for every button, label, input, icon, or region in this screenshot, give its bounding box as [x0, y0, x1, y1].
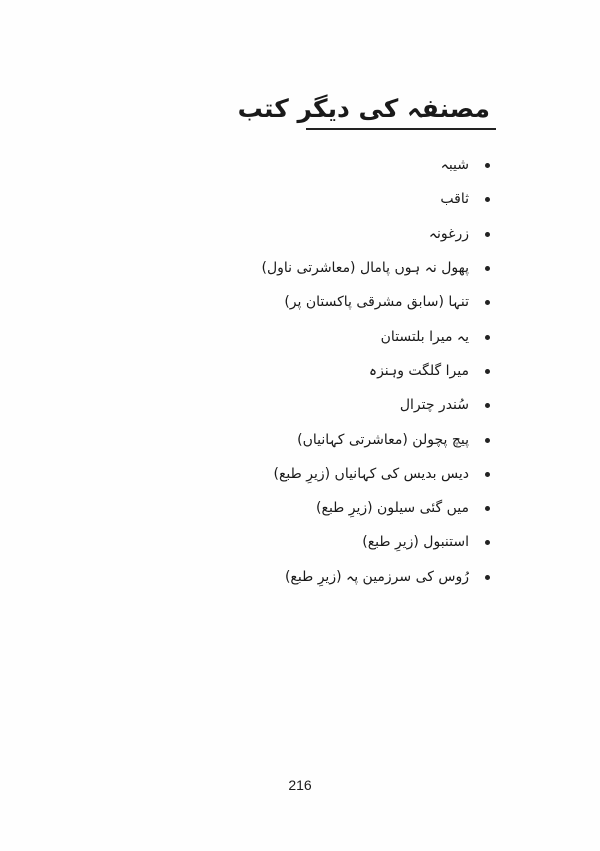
book-title: یہ میرا بلتستان: [380, 328, 469, 345]
bullet-icon: [485, 232, 490, 237]
book-title: تنہا (سابق مشرقی پاکستان پر): [284, 294, 469, 311]
book-title: ثاقب: [440, 191, 469, 208]
list-item: [250, 251, 496, 285]
book-list: [250, 148, 496, 594]
book-title: رُوس کی سرزمین پہ (زیرِ طبع): [284, 568, 469, 585]
bullet-icon: [485, 369, 490, 374]
book-title: میرا گلگت وہنزہ: [368, 362, 469, 379]
book-title: شیبہ: [440, 157, 469, 174]
list-item: [250, 457, 496, 491]
list-item: [250, 422, 496, 456]
book-title: استنبول (زیرِ طبع): [362, 534, 469, 551]
bullet-icon: [485, 163, 490, 168]
heading-underline: [306, 128, 496, 130]
list-item: [250, 285, 496, 319]
bullet-icon: [485, 575, 490, 580]
bullet-icon: [485, 335, 490, 340]
book-title: سُندر چترال: [399, 397, 469, 414]
bullet-icon: [485, 266, 490, 271]
book-title: میں گئی سیلون (زیرِ طبع): [316, 500, 469, 517]
bullet-icon: [485, 197, 490, 202]
list-item: [250, 388, 496, 422]
bullet-icon: [485, 540, 490, 545]
page-heading: مصنفہ کی دیگر کتب: [237, 94, 490, 123]
book-title: پیچ پچولن (معاشرتی کہانیاں): [297, 431, 469, 448]
list-item: [250, 148, 496, 182]
book-title: پھول نہ ہوں پامال (معاشرتی ناول): [261, 260, 469, 277]
bullet-icon: [485, 438, 490, 443]
bullet-icon: [485, 300, 490, 305]
book-title: دیس بدیس کی کہانیاں (زیرِ طبع): [273, 465, 469, 482]
list-item: [250, 182, 496, 216]
bullet-icon: [485, 506, 490, 511]
list-item: [250, 354, 496, 388]
list-item: [250, 560, 496, 594]
list-item: [250, 525, 496, 559]
page-number: 216: [288, 777, 312, 793]
bullet-icon: [485, 403, 490, 408]
book-title: زرغونہ: [428, 225, 469, 242]
list-item: [250, 319, 496, 353]
list-item: [250, 217, 496, 251]
bullet-icon: [485, 472, 490, 477]
list-item: [250, 491, 496, 525]
